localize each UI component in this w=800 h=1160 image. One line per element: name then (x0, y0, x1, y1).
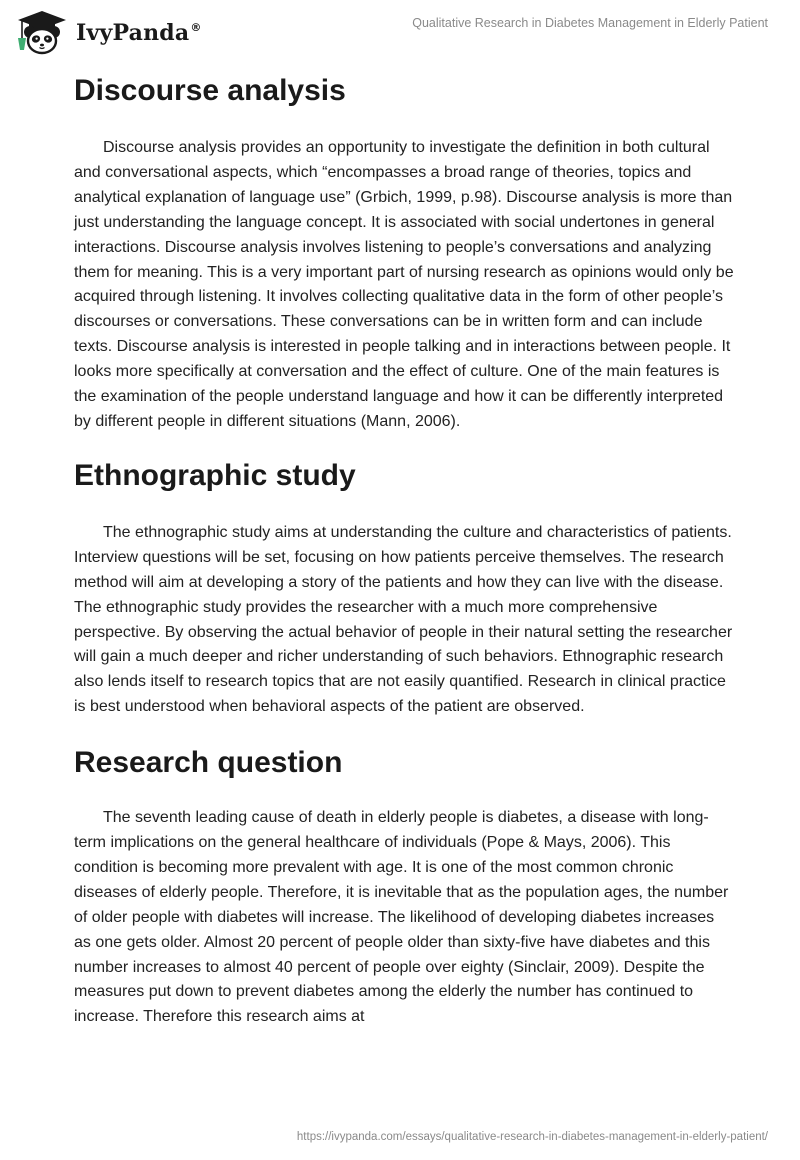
brand-name: IvyPanda® (76, 20, 202, 46)
section-heading-research-question: Research question (74, 746, 343, 780)
essay-content (74, 72, 734, 1030)
ivypanda-logo[interactable] (14, 8, 202, 56)
section-paragraph-discourse-analysis: Discourse analysis provides an opportunity to investigate the definition in both cultural and conversational aspects, which “encompasses a broad range of theories, topics and analytical explanation of language use” (Grbich, 1999, p.98). Discourse analysis is more than just understanding the language concept. It is associated with social undertones in general interactions. Discourse analysis involves listening to people’s conversations and analyzing them for meaning. This is a very important part of nursing research as opinions would only be acquired through listening. It involves collecting qualitative data in the form of other people’s discourses or conversations. These conversations can be in written form and can include texts. Discourse analysis is interested in people talking and in interactions between people. It looks more specifically at conversation and the effect of culture. One of the main features is the examination of the people understand language and how it can be differently interpreted by different people in different situations (Mann, 2006). (74, 139, 734, 430)
panda-graduate-icon (14, 8, 70, 56)
document-title: Qualitative Research in Diabetes Management in Elderly Patient (412, 16, 768, 30)
section-paragraph-research-question: The seventh leading cause of death in elderly people is diabetes, a disease with long-term implications on the general healthcare of individuals (Pope & Mays, 2006). This condition is becoming more prevalent with age. It is one of the most common chronic diseases of elderly people. Therefore, it is inevitable that as the population ages, the number of older people with diabetes will increase. The likelihood of developing diabetes increases as one gets older. Almost 20 percent of people older than sixty-five have diabetes and this number increases to almost 40 percent of people over eighty (Sinclair, 2009). Despite the measures put down to prevent diabetes among the elderly the number has continued to increase. Therefore this research aims at (74, 809, 729, 1026)
footer-source-url[interactable]: https://ivypanda.com/essays/qualitative-research-in-diabetes-management-in-elderly-patient/ (296, 1131, 768, 1143)
registered-mark: ® (190, 21, 202, 34)
section-heading-discourse-analysis: Discourse analysis (74, 74, 346, 107)
section-heading-ethnographic-study: Ethnographic study (74, 458, 356, 492)
section-paragraph-ethnographic-study: The ethnographic study aims at understanding the culture and characteristics of patients. Interview questions will be set, focusing on how patients perceive themselves. The research method will aim at developing a story of the patients and how they can live with the disease. The ethnographic study provides the researcher with a much more comprehensive perspective. By observing the actual behavior of people in their natural setting the researcher will gain a much deeper and richer understanding of such behaviors. Ethnographic research also lends itself to research topics that are not easily quantified. Research in clinical practice is best understood when behavioral aspects of the patient are observed. (74, 523, 733, 716)
page-header (0, 0, 800, 56)
